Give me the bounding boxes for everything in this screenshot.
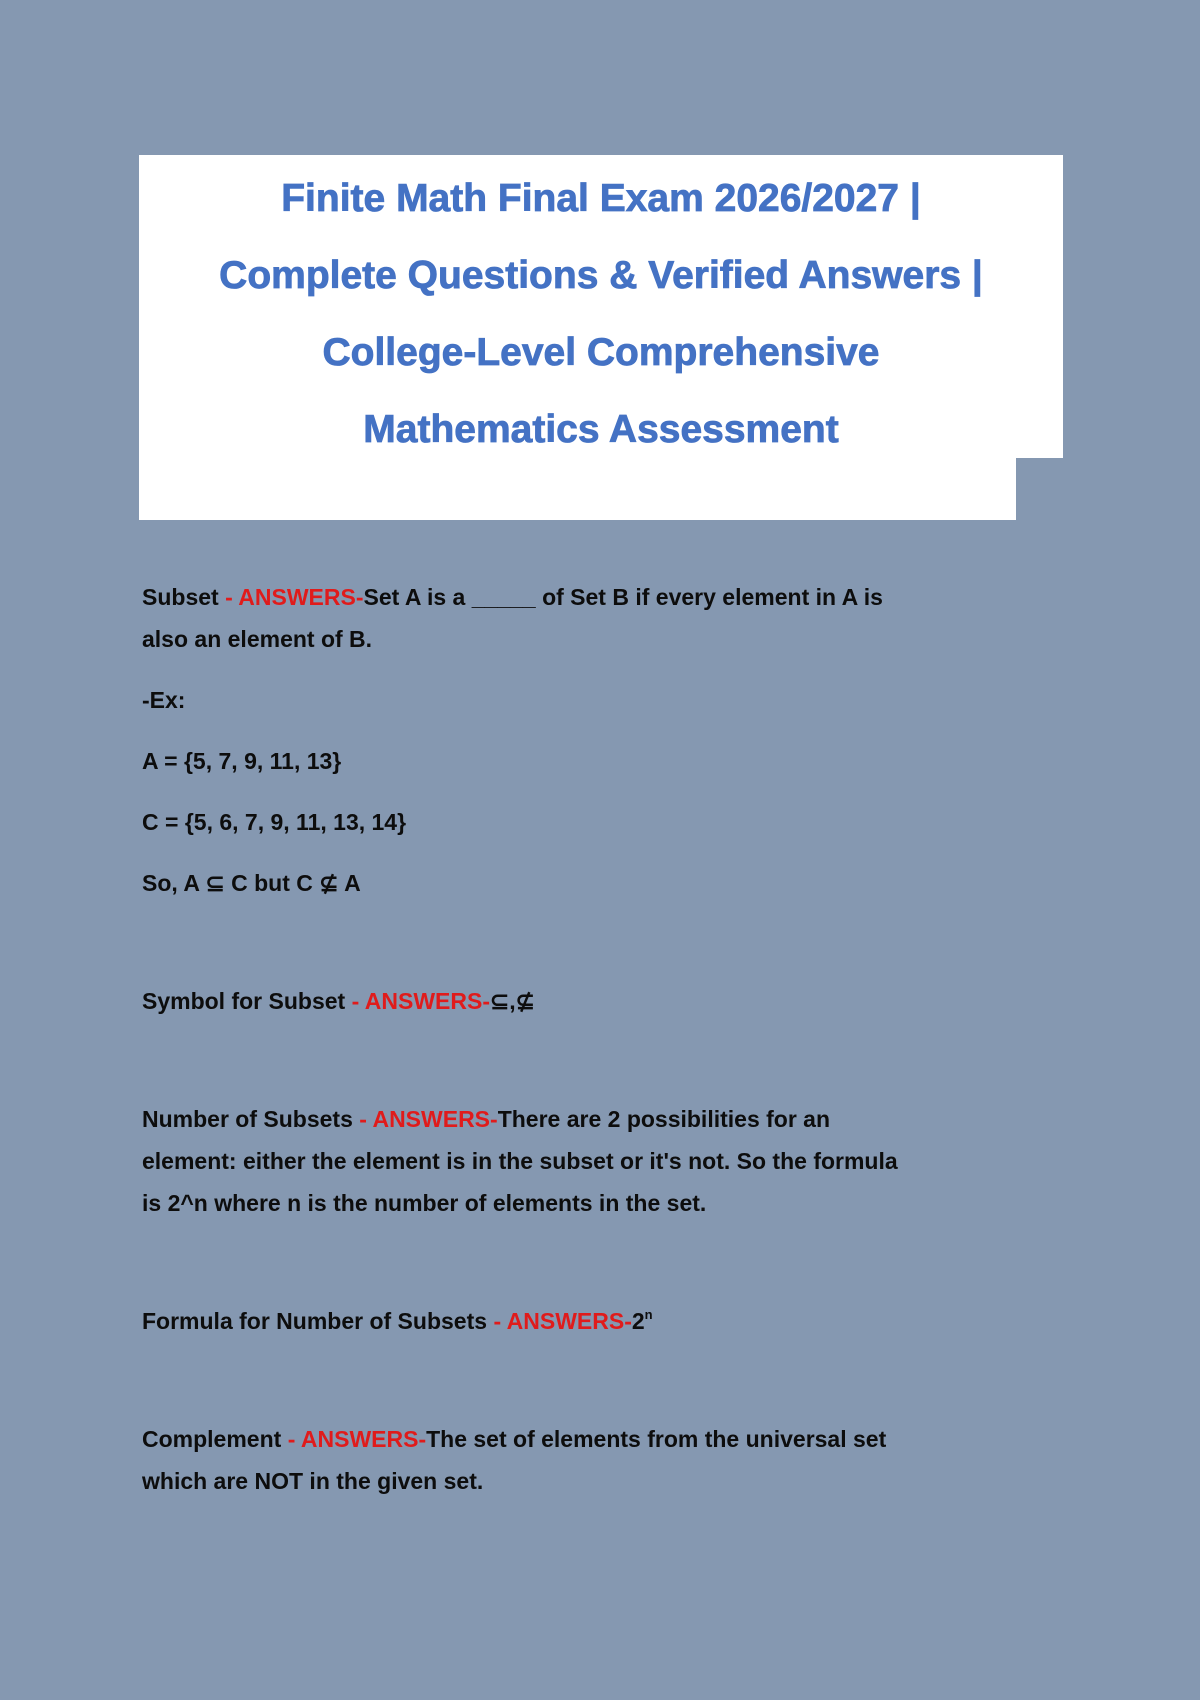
number-answer-line: is 2^n where n is the number of elements in the set. (142, 1190, 707, 1216)
example-set-c: C = {5, 6, 7, 9, 11, 13, 14} (142, 809, 407, 835)
title-line: Mathematics Assessment (363, 408, 839, 451)
formula-answer-exponent: n (644, 1307, 653, 1322)
term-subset: Subset (142, 584, 226, 610)
answers-marker: - ANSWERS- (351, 988, 491, 1014)
term-complement: Complement (142, 1426, 288, 1452)
complement-answer-line: which are NOT in the given set. (142, 1468, 484, 1494)
formula-entry (142, 1300, 1062, 1342)
complement-answer-line: The set of elements from the universal set (426, 1426, 887, 1452)
term-symbol: Symbol for Subset (142, 988, 352, 1014)
term-formula: Formula for Number of Subsets (142, 1308, 494, 1334)
answers-marker: - ANSWERS- (493, 1308, 632, 1334)
document-title (139, 160, 1063, 468)
example-label: -Ex: (142, 687, 186, 713)
example-conclusion: So, A ⊆ C but C ⊈ A (142, 870, 361, 896)
qa-content (142, 576, 1062, 1502)
term-number-of-subsets: Number of Subsets (142, 1106, 360, 1132)
title-line: Finite Math Final Exam 2026/2027 | (281, 177, 921, 220)
answers-marker: - ANSWERS- (287, 1426, 427, 1452)
title-line: College-Level Comprehensive (322, 331, 880, 374)
answers-marker: - ANSWERS- (225, 584, 364, 610)
symbol-answer: ⊆,⊈ (490, 988, 535, 1014)
formula-answer-base: 2 (631, 1308, 645, 1334)
subset-entry (142, 576, 1062, 618)
answers-marker: - ANSWERS- (359, 1106, 498, 1132)
subset-answer-line: Set A is a _____ of Set B if every element in A is (363, 584, 883, 610)
example-set-a: A = {5, 7, 9, 11, 13} (142, 748, 342, 774)
number-answer-line: element: either the element is in the subset or it's not. So the formula (142, 1148, 898, 1174)
complement-entry (142, 1418, 1062, 1460)
subset-answer-line: also an element of B. (142, 626, 373, 652)
number-answer-line: There are 2 possibilities for an (497, 1106, 831, 1132)
number-entry (142, 1098, 1062, 1140)
title-line: Complete Questions & Verified Answers | (219, 254, 983, 297)
symbol-entry (142, 980, 1062, 1022)
